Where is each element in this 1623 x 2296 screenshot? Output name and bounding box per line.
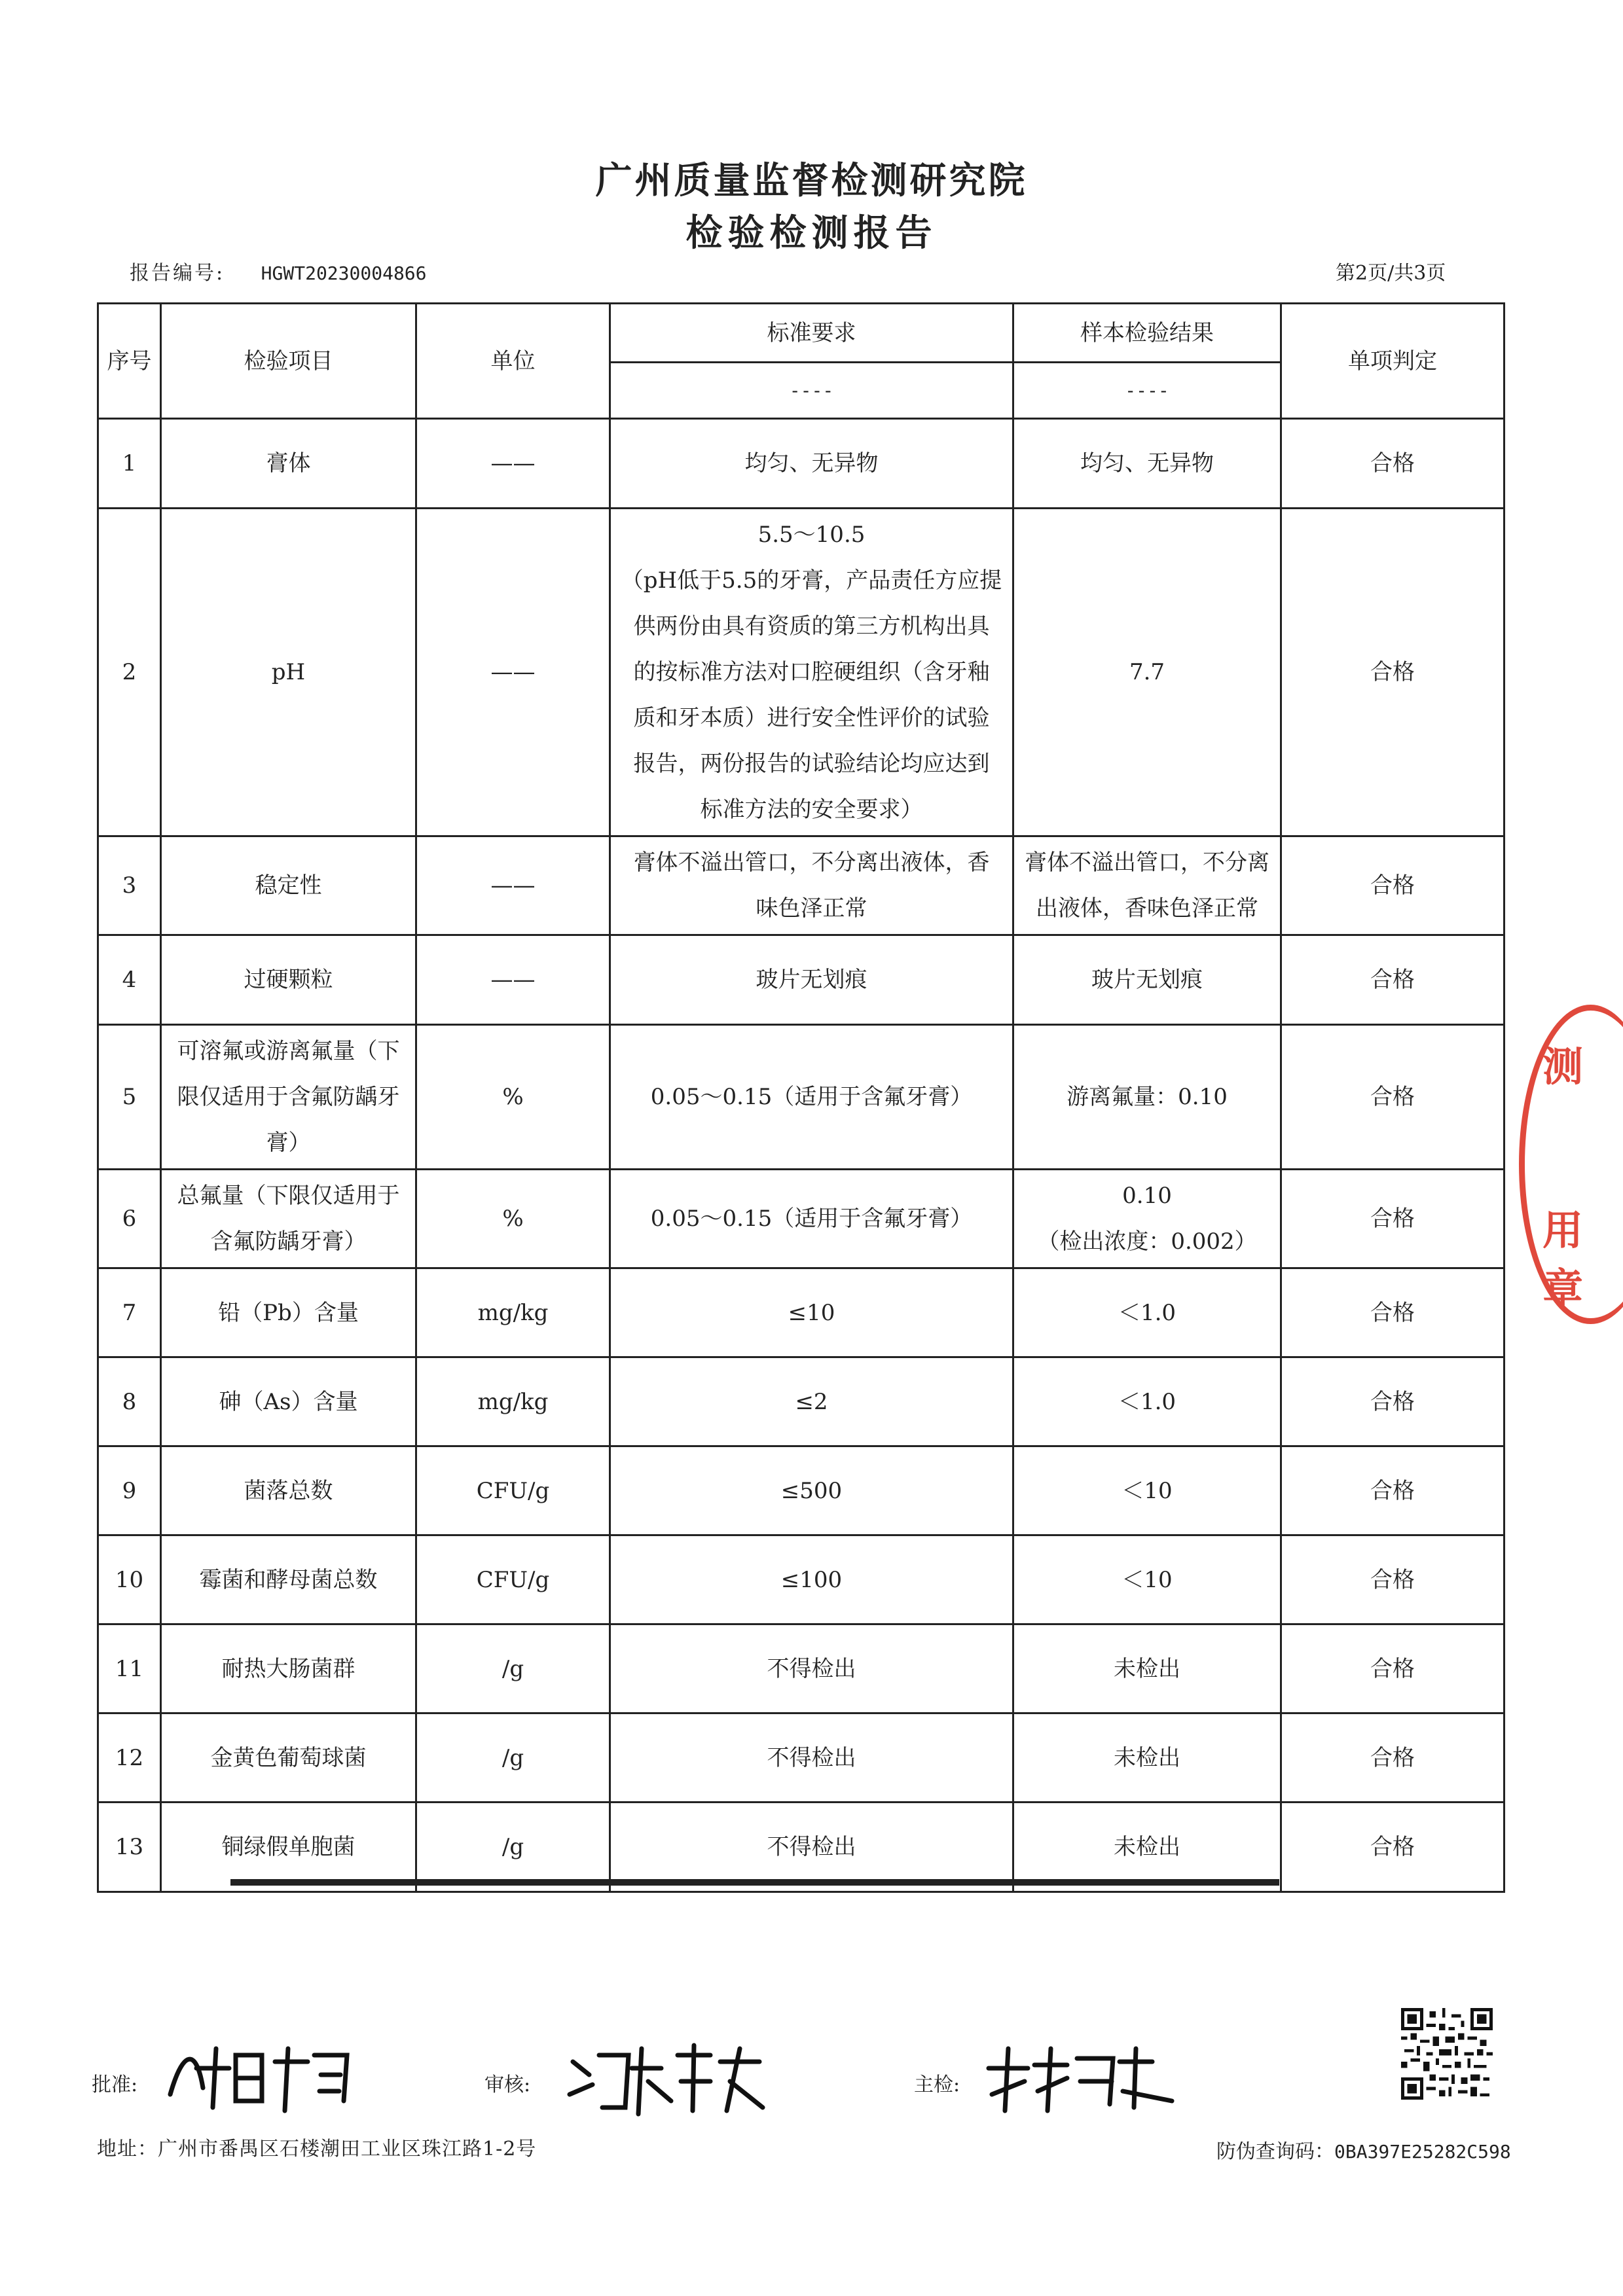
row-standard-line: 玻片无划痕 — [756, 967, 867, 993]
row-standard-line: ≤10 — [788, 1299, 835, 1326]
row-result-line: 玻片无划痕 — [1091, 967, 1203, 993]
row-standard — [610, 836, 1013, 935]
table-row — [98, 935, 1504, 1025]
row-verdict: 合格 — [1281, 1446, 1504, 1535]
table-row — [98, 1357, 1504, 1446]
row-unit: % — [416, 1025, 610, 1170]
row-number: 8 — [98, 1357, 161, 1446]
row-result — [1013, 1624, 1281, 1713]
row-standard — [610, 1446, 1013, 1535]
review-label: 审核: — [484, 2073, 531, 2096]
row-standard — [610, 1357, 1013, 1446]
row-item: 铅（Pb）含量 — [161, 1268, 416, 1357]
row-item: pH — [161, 509, 416, 836]
row-standard — [610, 509, 1013, 836]
table-row — [98, 419, 1504, 509]
header-verdict: 单项判定 — [1281, 304, 1504, 419]
row-number: 3 — [98, 836, 161, 935]
row-result — [1013, 509, 1281, 836]
inspector-signature — [982, 2029, 1178, 2121]
row-verdict: 合格 — [1281, 836, 1504, 935]
header-item: 检验项目 — [161, 304, 416, 419]
row-standard — [610, 1025, 1013, 1170]
row-standard — [610, 1170, 1013, 1268]
row-result — [1013, 1170, 1281, 1268]
row-standard-line: ≤500 — [780, 1477, 843, 1504]
row-number: 1 — [98, 419, 161, 509]
table-row — [98, 1803, 1504, 1892]
row-result — [1013, 1713, 1281, 1803]
row-standard-line: 不得检出 — [767, 1655, 856, 1682]
row-number: 13 — [98, 1803, 161, 1892]
row-item: 霉菌和酵母菌总数 — [161, 1535, 416, 1624]
row-result-line: 游离氟量：0.10 — [1067, 1084, 1228, 1110]
row-result-line: 未检出 — [1114, 1655, 1180, 1682]
row-number: 7 — [98, 1268, 161, 1357]
row-item: 金黄色葡萄球菌 — [161, 1713, 416, 1803]
row-result — [1013, 1268, 1281, 1357]
row-unit: —— — [416, 419, 610, 509]
page-indicator: 第2页/共3页 — [1336, 262, 1446, 285]
row-unit: mg/kg — [416, 1357, 610, 1446]
row-standard-line: 不得检出 — [767, 1744, 856, 1771]
row-result — [1013, 1803, 1281, 1892]
row-verdict: 合格 — [1281, 1357, 1504, 1446]
table-row — [98, 1535, 1504, 1624]
row-result — [1013, 1446, 1281, 1535]
row-result — [1013, 836, 1281, 935]
row-unit: —— — [416, 509, 610, 836]
row-verdict: 合格 — [1281, 1170, 1504, 1268]
header-result-sub: ---- — [1013, 363, 1281, 419]
row-verdict: 合格 — [1281, 509, 1504, 836]
header-standard-sub: ---- — [610, 363, 1013, 419]
row-number: 10 — [98, 1535, 161, 1624]
address: 地址：广州市番禺区石楼潮田工业区珠江路1-2号 — [97, 2138, 537, 2161]
row-verdict: 合格 — [1281, 1535, 1504, 1624]
row-standard-line: 味色泽正常 — [756, 895, 867, 922]
row-unit: mg/kg — [416, 1268, 610, 1357]
report-number-value: HGWT20230004866 — [261, 262, 427, 284]
row-item: 膏体 — [161, 419, 416, 509]
seal-text-1: 测 — [1542, 1043, 1584, 1090]
row-standard — [610, 1624, 1013, 1713]
row-result-line: 0.10 — [1122, 1183, 1172, 1209]
header-standard: 标准要求 — [610, 304, 1013, 363]
row-standard-line: 标准方法的安全要求） — [700, 797, 923, 823]
row-standard-line: 报告，两份报告的试验结论均应达到 — [633, 751, 990, 777]
row-result-line: 膏体不溢出管口，不分离 — [1025, 850, 1269, 876]
row-unit: /g — [416, 1624, 610, 1713]
seal-text-2: 用章 — [1542, 1206, 1584, 1312]
row-verdict: 合格 — [1281, 1268, 1504, 1357]
verification — [1216, 2135, 1511, 2164]
header-seq: 序号 — [98, 304, 161, 419]
row-standard — [610, 1713, 1013, 1803]
table-header-row — [98, 304, 1504, 363]
row-result-line: ＜1.0 — [1118, 1388, 1176, 1415]
table-row — [98, 1446, 1504, 1535]
row-item: 过硬颗粒 — [161, 935, 416, 1025]
row-standard-line: 5.5～10.5 — [757, 522, 866, 548]
row-item: 稳定性 — [161, 836, 416, 935]
header-unit: 单位 — [416, 304, 610, 419]
row-result-line: 7.7 — [1129, 659, 1165, 685]
row-result-line: （检出浓度：0.002） — [1037, 1229, 1257, 1255]
row-number: 5 — [98, 1025, 161, 1170]
row-verdict: 合格 — [1281, 419, 1504, 509]
qr-code-icon — [1401, 2008, 1493, 2100]
report-number-label: 报告编号: — [130, 262, 225, 285]
row-standard-line: 不得检出 — [767, 1834, 856, 1860]
row-verdict: 合格 — [1281, 1025, 1504, 1170]
header-result: 样本检验结果 — [1013, 304, 1281, 363]
row-number: 6 — [98, 1170, 161, 1268]
row-standard — [610, 1535, 1013, 1624]
row-result-line: 均匀、无异物 — [1080, 450, 1214, 476]
table-body — [98, 304, 1504, 1892]
row-number: 4 — [98, 935, 161, 1025]
row-number: 12 — [98, 1713, 161, 1803]
row-item: 菌落总数 — [161, 1446, 416, 1535]
row-unit: CFU/g — [416, 1535, 610, 1624]
closing-rule — [230, 1879, 1279, 1886]
approve-label: 批准: — [92, 2073, 138, 2096]
row-standard-line: 均匀、无异物 — [744, 450, 879, 476]
row-result-line: 出液体，香味色泽正常 — [1036, 895, 1258, 922]
table-row — [98, 1713, 1504, 1803]
row-number: 9 — [98, 1446, 161, 1535]
row-result — [1013, 1025, 1281, 1170]
reviewer-signature — [563, 2029, 773, 2121]
row-item: 可溶氟或游离氟量（下限仅适用于含氟防龋牙膏） — [161, 1025, 416, 1170]
row-result-line: ＜10 — [1122, 1566, 1173, 1593]
row-standard-line: ≤2 — [795, 1388, 828, 1415]
row-unit: /g — [416, 1803, 610, 1892]
row-item: 耐热大肠菌群 — [161, 1624, 416, 1713]
row-standard-line: 0.05～0.15（适用于含氟牙膏） — [650, 1084, 973, 1110]
row-standard-line: 膏体不溢出管口，不分离出液体，香 — [633, 850, 990, 876]
report-number — [130, 257, 427, 285]
row-standard-line: ≤100 — [780, 1566, 843, 1593]
row-result — [1013, 1357, 1281, 1446]
table-row — [98, 836, 1504, 935]
row-result — [1013, 935, 1281, 1025]
row-result — [1013, 419, 1281, 509]
table-row — [98, 1268, 1504, 1357]
table-row — [98, 1025, 1504, 1170]
row-unit: CFU/g — [416, 1446, 610, 1535]
row-verdict: 合格 — [1281, 935, 1504, 1025]
row-item: 总氟量（下限仅适用于含氟防龋牙膏） — [161, 1170, 416, 1268]
row-standard-line: 质和牙本质）进行安全性评价的试验 — [633, 705, 990, 731]
verify-label: 防伪查询码： — [1216, 2140, 1334, 2163]
row-number: 2 — [98, 509, 161, 836]
row-unit: —— — [416, 935, 610, 1025]
row-item: 砷（As）含量 — [161, 1357, 416, 1446]
row-unit: —— — [416, 836, 610, 935]
row-verdict: 合格 — [1281, 1803, 1504, 1892]
row-result-line: 未检出 — [1114, 1744, 1180, 1771]
table-row — [98, 509, 1504, 836]
row-result-line: ＜10 — [1122, 1477, 1173, 1504]
row-standard — [610, 1803, 1013, 1892]
row-standard-line: 供两份由具有资质的第三方机构出具 — [633, 613, 990, 639]
row-verdict: 合格 — [1281, 1624, 1504, 1713]
inspector-label: 主检: — [914, 2073, 960, 2096]
row-result-line: ＜1.0 — [1118, 1299, 1176, 1326]
row-unit: /g — [416, 1713, 610, 1803]
row-result — [1013, 1535, 1281, 1624]
table-row — [98, 1170, 1504, 1268]
row-standard-line: 0.05～0.15（适用于含氟牙膏） — [650, 1206, 973, 1232]
institute-name: 广州质量监督检测研究院 — [595, 159, 1028, 202]
row-standard-line: （pH低于5.5的牙膏，产品责任方应提 — [621, 567, 1002, 594]
row-unit: % — [416, 1170, 610, 1268]
inspection-table — [97, 302, 1505, 1893]
table-row — [98, 1624, 1504, 1713]
row-item: 铜绿假单胞菌 — [161, 1803, 416, 1892]
row-verdict: 合格 — [1281, 1713, 1504, 1803]
document-title: 检验检测报告 — [685, 211, 938, 255]
row-number: 11 — [98, 1624, 161, 1713]
verify-code: 0BA397E25282C598 — [1334, 2141, 1511, 2162]
row-standard — [610, 1268, 1013, 1357]
row-result-line: 未检出 — [1114, 1834, 1180, 1860]
row-standard — [610, 419, 1013, 509]
row-standard — [610, 935, 1013, 1025]
row-standard-line: 的按标准方法对口腔硬组织（含牙釉 — [633, 659, 990, 685]
approver-signature — [157, 2029, 367, 2121]
